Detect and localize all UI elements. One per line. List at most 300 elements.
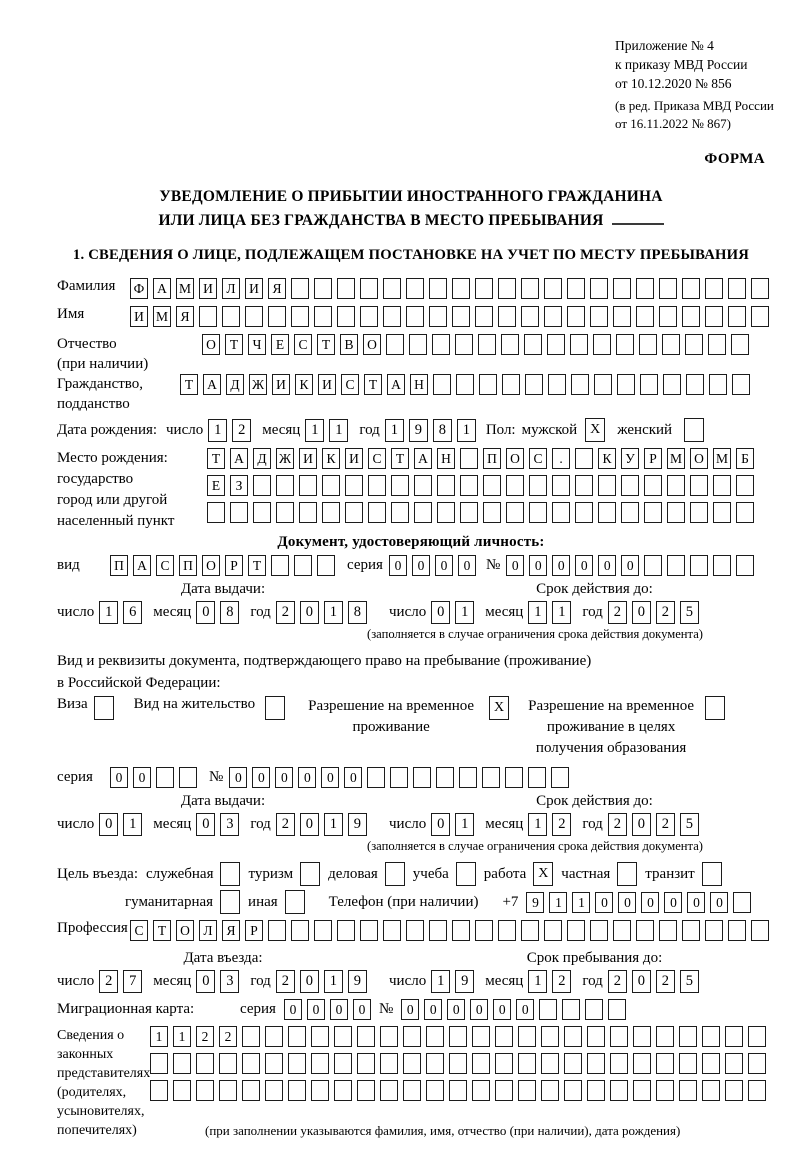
char-box[interactable]: Б — [736, 448, 754, 469]
char-box[interactable] — [593, 334, 611, 355]
char-box[interactable] — [386, 334, 404, 355]
char-box[interactable] — [662, 334, 680, 355]
char-box[interactable]: 0 — [99, 813, 118, 836]
char-box[interactable] — [452, 306, 470, 327]
char-box[interactable] — [690, 502, 708, 523]
char-box[interactable] — [337, 306, 355, 327]
char-box[interactable]: Т — [225, 334, 243, 355]
char-box[interactable]: 1 — [150, 1026, 168, 1047]
char-box[interactable]: 8 — [433, 419, 452, 442]
char-box[interactable]: 1 — [552, 601, 571, 624]
char-box[interactable]: 0 — [133, 767, 151, 788]
char-box[interactable]: 3 — [220, 970, 239, 993]
char-box[interactable]: 0 — [298, 767, 316, 788]
char-box[interactable] — [345, 502, 363, 523]
char-box[interactable] — [460, 448, 478, 469]
char-box[interactable]: Р — [644, 448, 662, 469]
char-box[interactable] — [414, 475, 432, 496]
char-box[interactable]: 0 — [470, 999, 488, 1020]
char-box[interactable] — [529, 475, 547, 496]
char-box[interactable]: 1 — [572, 892, 590, 913]
char-box[interactable] — [196, 1053, 214, 1074]
char-box[interactable]: 1 — [457, 419, 476, 442]
char-box[interactable]: Ф — [130, 278, 148, 299]
char-box[interactable] — [562, 999, 580, 1020]
char-box[interactable]: О — [506, 448, 524, 469]
char-box[interactable] — [437, 475, 455, 496]
char-box[interactable] — [587, 1053, 605, 1074]
char-box[interactable]: Ж — [249, 374, 267, 395]
char-box[interactable] — [541, 1026, 559, 1047]
char-box[interactable] — [291, 920, 309, 941]
char-box[interactable] — [575, 502, 593, 523]
char-box[interactable]: 1 — [455, 601, 474, 624]
char-box[interactable] — [690, 475, 708, 496]
char-box[interactable]: 0 — [321, 767, 339, 788]
char-box[interactable]: 0 — [300, 970, 319, 993]
char-box[interactable] — [585, 999, 603, 1020]
char-box[interactable]: С — [529, 448, 547, 469]
char-box[interactable] — [608, 999, 626, 1020]
char-box[interactable] — [276, 475, 294, 496]
char-box[interactable] — [253, 502, 271, 523]
char-box[interactable]: 0 — [621, 555, 639, 576]
char-box[interactable] — [414, 502, 432, 523]
char-box[interactable] — [521, 278, 539, 299]
char-box[interactable]: Н — [437, 448, 455, 469]
char-box[interactable] — [728, 278, 746, 299]
char-box[interactable] — [478, 334, 496, 355]
char-box[interactable]: М — [667, 448, 685, 469]
char-box[interactable] — [541, 1080, 559, 1101]
char-box[interactable]: 1 — [455, 813, 474, 836]
char-box[interactable]: 0 — [252, 767, 270, 788]
char-box[interactable]: 0 — [687, 892, 705, 913]
char-box[interactable] — [541, 1053, 559, 1074]
char-box[interactable]: 2 — [656, 813, 675, 836]
char-box[interactable]: 5 — [680, 601, 699, 624]
char-box[interactable] — [271, 555, 289, 576]
char-box[interactable] — [357, 1026, 375, 1047]
char-box[interactable] — [725, 1053, 743, 1074]
char-box[interactable] — [337, 278, 355, 299]
sex-female-checkbox[interactable] — [684, 418, 704, 442]
char-box[interactable] — [460, 475, 478, 496]
char-box[interactable]: В — [340, 334, 358, 355]
char-box[interactable]: Л — [222, 278, 240, 299]
char-box[interactable] — [334, 1080, 352, 1101]
char-box[interactable]: 0 — [529, 555, 547, 576]
char-box[interactable]: О — [202, 334, 220, 355]
char-box[interactable] — [460, 502, 478, 523]
char-box[interactable]: 9 — [348, 970, 367, 993]
char-box[interactable] — [521, 920, 539, 941]
char-box[interactable] — [705, 306, 723, 327]
char-box[interactable] — [276, 502, 294, 523]
char-box[interactable] — [391, 475, 409, 496]
char-box[interactable]: Т — [248, 555, 266, 576]
char-box[interactable] — [360, 306, 378, 327]
char-box[interactable] — [291, 306, 309, 327]
char-box[interactable]: Т — [364, 374, 382, 395]
char-box[interactable] — [518, 1053, 536, 1074]
char-box[interactable] — [334, 1026, 352, 1047]
char-box[interactable] — [613, 278, 631, 299]
char-box[interactable] — [242, 1026, 260, 1047]
char-box[interactable] — [314, 278, 332, 299]
char-box[interactable]: 2 — [656, 970, 675, 993]
char-box[interactable] — [426, 1053, 444, 1074]
char-box[interactable] — [725, 1080, 743, 1101]
char-box[interactable] — [501, 334, 519, 355]
char-box[interactable]: 1 — [528, 813, 547, 836]
char-box[interactable]: 3 — [220, 813, 239, 836]
char-box[interactable]: 1 — [528, 601, 547, 624]
char-box[interactable]: 0 — [595, 892, 613, 913]
purpose-humanitarian-checkbox[interactable] — [220, 890, 240, 914]
char-box[interactable] — [679, 1053, 697, 1074]
char-box[interactable] — [736, 502, 754, 523]
char-box[interactable]: П — [179, 555, 197, 576]
char-box[interactable] — [426, 1026, 444, 1047]
char-box[interactable]: И — [245, 278, 263, 299]
char-box[interactable] — [529, 502, 547, 523]
char-box[interactable] — [659, 920, 677, 941]
char-box[interactable] — [199, 306, 217, 327]
char-box[interactable] — [518, 1080, 536, 1101]
char-box[interactable]: 1 — [208, 419, 227, 442]
char-box[interactable] — [368, 475, 386, 496]
char-box[interactable] — [337, 920, 355, 941]
char-box[interactable]: О — [690, 448, 708, 469]
purpose-work-checkbox[interactable]: X — [533, 862, 553, 886]
char-box[interactable] — [380, 1080, 398, 1101]
char-box[interactable]: 0 — [229, 767, 247, 788]
char-box[interactable] — [505, 767, 523, 788]
char-box[interactable]: 0 — [424, 999, 442, 1020]
char-box[interactable] — [475, 920, 493, 941]
char-box[interactable] — [682, 920, 700, 941]
char-box[interactable] — [482, 767, 500, 788]
char-box[interactable] — [265, 1026, 283, 1047]
char-box[interactable] — [429, 278, 447, 299]
char-box[interactable]: Р — [245, 920, 263, 941]
char-box[interactable]: 1 — [324, 813, 343, 836]
char-box[interactable] — [667, 502, 685, 523]
char-box[interactable] — [173, 1053, 191, 1074]
char-box[interactable] — [656, 1080, 674, 1101]
char-box[interactable] — [751, 920, 769, 941]
char-box[interactable]: 0 — [412, 555, 430, 576]
char-box[interactable] — [667, 475, 685, 496]
char-box[interactable] — [383, 920, 401, 941]
char-box[interactable] — [736, 475, 754, 496]
char-box[interactable] — [644, 502, 662, 523]
temporary-residence-checkbox[interactable]: X — [489, 696, 509, 720]
char-box[interactable] — [564, 1080, 582, 1101]
char-box[interactable] — [288, 1026, 306, 1047]
char-box[interactable] — [288, 1080, 306, 1101]
char-box[interactable] — [640, 374, 658, 395]
char-box[interactable] — [709, 374, 727, 395]
char-box[interactable]: . — [552, 448, 570, 469]
char-box[interactable] — [294, 555, 312, 576]
char-box[interactable]: 0 — [458, 555, 476, 576]
char-box[interactable] — [708, 334, 726, 355]
char-box[interactable] — [498, 306, 516, 327]
char-box[interactable]: 2 — [608, 813, 627, 836]
char-box[interactable]: 2 — [276, 601, 295, 624]
char-box[interactable] — [567, 306, 585, 327]
char-box[interactable] — [449, 1026, 467, 1047]
char-box[interactable] — [265, 1053, 283, 1074]
char-box[interactable] — [242, 1080, 260, 1101]
char-box[interactable] — [299, 475, 317, 496]
char-box[interactable] — [705, 278, 723, 299]
char-box[interactable]: С — [156, 555, 174, 576]
char-box[interactable]: 0 — [575, 555, 593, 576]
char-box[interactable] — [150, 1080, 168, 1101]
char-box[interactable]: Т — [153, 920, 171, 941]
char-box[interactable] — [685, 334, 703, 355]
char-box[interactable]: И — [345, 448, 363, 469]
char-box[interactable] — [548, 374, 566, 395]
char-box[interactable]: 1 — [305, 419, 324, 442]
char-box[interactable] — [345, 475, 363, 496]
char-box[interactable] — [633, 1026, 651, 1047]
char-box[interactable]: А — [414, 448, 432, 469]
char-box[interactable] — [725, 1026, 743, 1047]
char-box[interactable]: 0 — [300, 601, 319, 624]
purpose-private-checkbox[interactable] — [617, 862, 637, 886]
char-box[interactable] — [587, 1026, 605, 1047]
char-box[interactable]: З — [230, 475, 248, 496]
char-box[interactable] — [409, 334, 427, 355]
char-box[interactable]: С — [294, 334, 312, 355]
char-box[interactable]: И — [318, 374, 336, 395]
char-box[interactable]: Л — [199, 920, 217, 941]
char-box[interactable] — [390, 767, 408, 788]
purpose-business-checkbox[interactable] — [385, 862, 405, 886]
char-box[interactable] — [219, 1053, 237, 1074]
char-box[interactable] — [357, 1053, 375, 1074]
char-box[interactable] — [506, 502, 524, 523]
char-box[interactable] — [751, 278, 769, 299]
char-box[interactable] — [713, 502, 731, 523]
char-box[interactable]: 0 — [196, 601, 215, 624]
char-box[interactable] — [590, 306, 608, 327]
char-box[interactable] — [268, 306, 286, 327]
char-box[interactable] — [334, 1053, 352, 1074]
sex-male-checkbox[interactable]: X — [585, 418, 605, 442]
char-box[interactable]: К — [322, 448, 340, 469]
char-box[interactable] — [616, 334, 634, 355]
char-box[interactable] — [567, 920, 585, 941]
char-box[interactable] — [314, 920, 332, 941]
char-box[interactable] — [539, 999, 557, 1020]
char-box[interactable] — [367, 767, 385, 788]
char-box[interactable] — [751, 306, 769, 327]
char-box[interactable]: Я — [176, 306, 194, 327]
char-box[interactable] — [506, 475, 524, 496]
char-box[interactable]: Д — [226, 374, 244, 395]
char-box[interactable]: У — [621, 448, 639, 469]
char-box[interactable]: 2 — [99, 970, 118, 993]
char-box[interactable] — [705, 920, 723, 941]
char-box[interactable]: 0 — [435, 555, 453, 576]
char-box[interactable] — [636, 306, 654, 327]
char-box[interactable]: 0 — [447, 999, 465, 1020]
char-box[interactable] — [413, 767, 431, 788]
purpose-transit-checkbox[interactable] — [702, 862, 722, 886]
char-box[interactable]: 9 — [409, 419, 428, 442]
char-box[interactable] — [610, 1026, 628, 1047]
char-box[interactable]: 1 — [324, 970, 343, 993]
char-box[interactable] — [736, 555, 754, 576]
char-box[interactable] — [525, 374, 543, 395]
char-box[interactable] — [322, 502, 340, 523]
char-box[interactable] — [656, 1053, 674, 1074]
char-box[interactable]: 2 — [232, 419, 251, 442]
char-box[interactable]: 1 — [99, 601, 118, 624]
char-box[interactable]: П — [110, 555, 128, 576]
char-box[interactable] — [686, 374, 704, 395]
char-box[interactable] — [621, 475, 639, 496]
char-box[interactable] — [268, 920, 286, 941]
char-box[interactable] — [636, 920, 654, 941]
char-box[interactable]: 0 — [307, 999, 325, 1020]
char-box[interactable] — [613, 306, 631, 327]
char-box[interactable]: И — [299, 448, 317, 469]
char-box[interactable]: М — [176, 278, 194, 299]
char-box[interactable] — [633, 1080, 651, 1101]
char-box[interactable] — [253, 475, 271, 496]
char-box[interactable]: О — [176, 920, 194, 941]
char-box[interactable] — [667, 555, 685, 576]
char-box[interactable]: 0 — [389, 555, 407, 576]
char-box[interactable] — [311, 1026, 329, 1047]
char-box[interactable] — [449, 1053, 467, 1074]
char-box[interactable] — [748, 1080, 766, 1101]
char-box[interactable] — [179, 767, 197, 788]
char-box[interactable] — [173, 1080, 191, 1101]
char-box[interactable] — [403, 1080, 421, 1101]
char-box[interactable] — [728, 306, 746, 327]
char-box[interactable] — [156, 767, 174, 788]
temporary-residence-education-checkbox[interactable] — [705, 696, 725, 720]
char-box[interactable] — [663, 374, 681, 395]
char-box[interactable]: К — [598, 448, 616, 469]
char-box[interactable]: О — [202, 555, 220, 576]
char-box[interactable]: А — [153, 278, 171, 299]
char-box[interactable] — [679, 1026, 697, 1047]
char-box[interactable] — [219, 1080, 237, 1101]
char-box[interactable]: Е — [207, 475, 225, 496]
char-box[interactable]: 0 — [330, 999, 348, 1020]
char-box[interactable] — [713, 555, 731, 576]
char-box[interactable]: 0 — [552, 555, 570, 576]
char-box[interactable]: 0 — [284, 999, 302, 1020]
char-box[interactable] — [196, 1080, 214, 1101]
char-box[interactable] — [322, 475, 340, 496]
char-box[interactable] — [567, 278, 585, 299]
char-box[interactable] — [498, 278, 516, 299]
char-box[interactable] — [552, 502, 570, 523]
char-box[interactable]: 0 — [664, 892, 682, 913]
purpose-official-checkbox[interactable] — [220, 862, 240, 886]
char-box[interactable] — [479, 374, 497, 395]
char-box[interactable] — [452, 920, 470, 941]
char-box[interactable]: 2 — [656, 601, 675, 624]
char-box[interactable]: 0 — [632, 601, 651, 624]
char-box[interactable]: И — [272, 374, 290, 395]
char-box[interactable] — [483, 502, 501, 523]
char-box[interactable]: 2 — [219, 1026, 237, 1047]
char-box[interactable] — [590, 920, 608, 941]
char-box[interactable] — [426, 1080, 444, 1101]
char-box[interactable] — [702, 1053, 720, 1074]
char-box[interactable] — [594, 374, 612, 395]
char-box[interactable]: А — [230, 448, 248, 469]
char-box[interactable] — [518, 1026, 536, 1047]
char-box[interactable] — [575, 475, 593, 496]
char-box[interactable]: 1 — [173, 1026, 191, 1047]
char-box[interactable]: 0 — [110, 767, 128, 788]
char-box[interactable] — [633, 1053, 651, 1074]
char-box[interactable] — [682, 306, 700, 327]
char-box[interactable] — [587, 1080, 605, 1101]
char-box[interactable] — [429, 306, 447, 327]
purpose-study-checkbox[interactable] — [456, 862, 476, 886]
char-box[interactable]: 1 — [549, 892, 567, 913]
char-box[interactable]: 0 — [401, 999, 419, 1020]
char-box[interactable] — [380, 1053, 398, 1074]
char-box[interactable]: 1 — [329, 419, 348, 442]
char-box[interactable] — [429, 920, 447, 941]
char-box[interactable] — [590, 278, 608, 299]
char-box[interactable]: 1 — [385, 419, 404, 442]
char-box[interactable] — [383, 306, 401, 327]
char-box[interactable] — [391, 502, 409, 523]
char-box[interactable]: И — [130, 306, 148, 327]
char-box[interactable]: М — [153, 306, 171, 327]
char-box[interactable]: 0 — [598, 555, 616, 576]
char-box[interactable] — [406, 278, 424, 299]
char-box[interactable] — [403, 1026, 421, 1047]
char-box[interactable] — [380, 1026, 398, 1047]
char-box[interactable] — [291, 278, 309, 299]
char-box[interactable]: И — [199, 278, 217, 299]
char-box[interactable] — [639, 334, 657, 355]
char-box[interactable]: Н — [410, 374, 428, 395]
char-box[interactable] — [521, 306, 539, 327]
char-box[interactable] — [570, 334, 588, 355]
char-box[interactable] — [495, 1053, 513, 1074]
char-box[interactable] — [311, 1053, 329, 1074]
char-box[interactable] — [475, 278, 493, 299]
char-box[interactable]: 0 — [641, 892, 659, 913]
char-box[interactable]: Р — [225, 555, 243, 576]
char-box[interactable]: 0 — [493, 999, 511, 1020]
char-box[interactable]: 2 — [552, 813, 571, 836]
char-box[interactable]: 2 — [196, 1026, 214, 1047]
char-box[interactable]: 0 — [431, 813, 450, 836]
char-box[interactable]: Т — [180, 374, 198, 395]
char-box[interactable]: 2 — [608, 601, 627, 624]
char-box[interactable]: П — [483, 448, 501, 469]
char-box[interactable]: 2 — [608, 970, 627, 993]
char-box[interactable]: 0 — [275, 767, 293, 788]
